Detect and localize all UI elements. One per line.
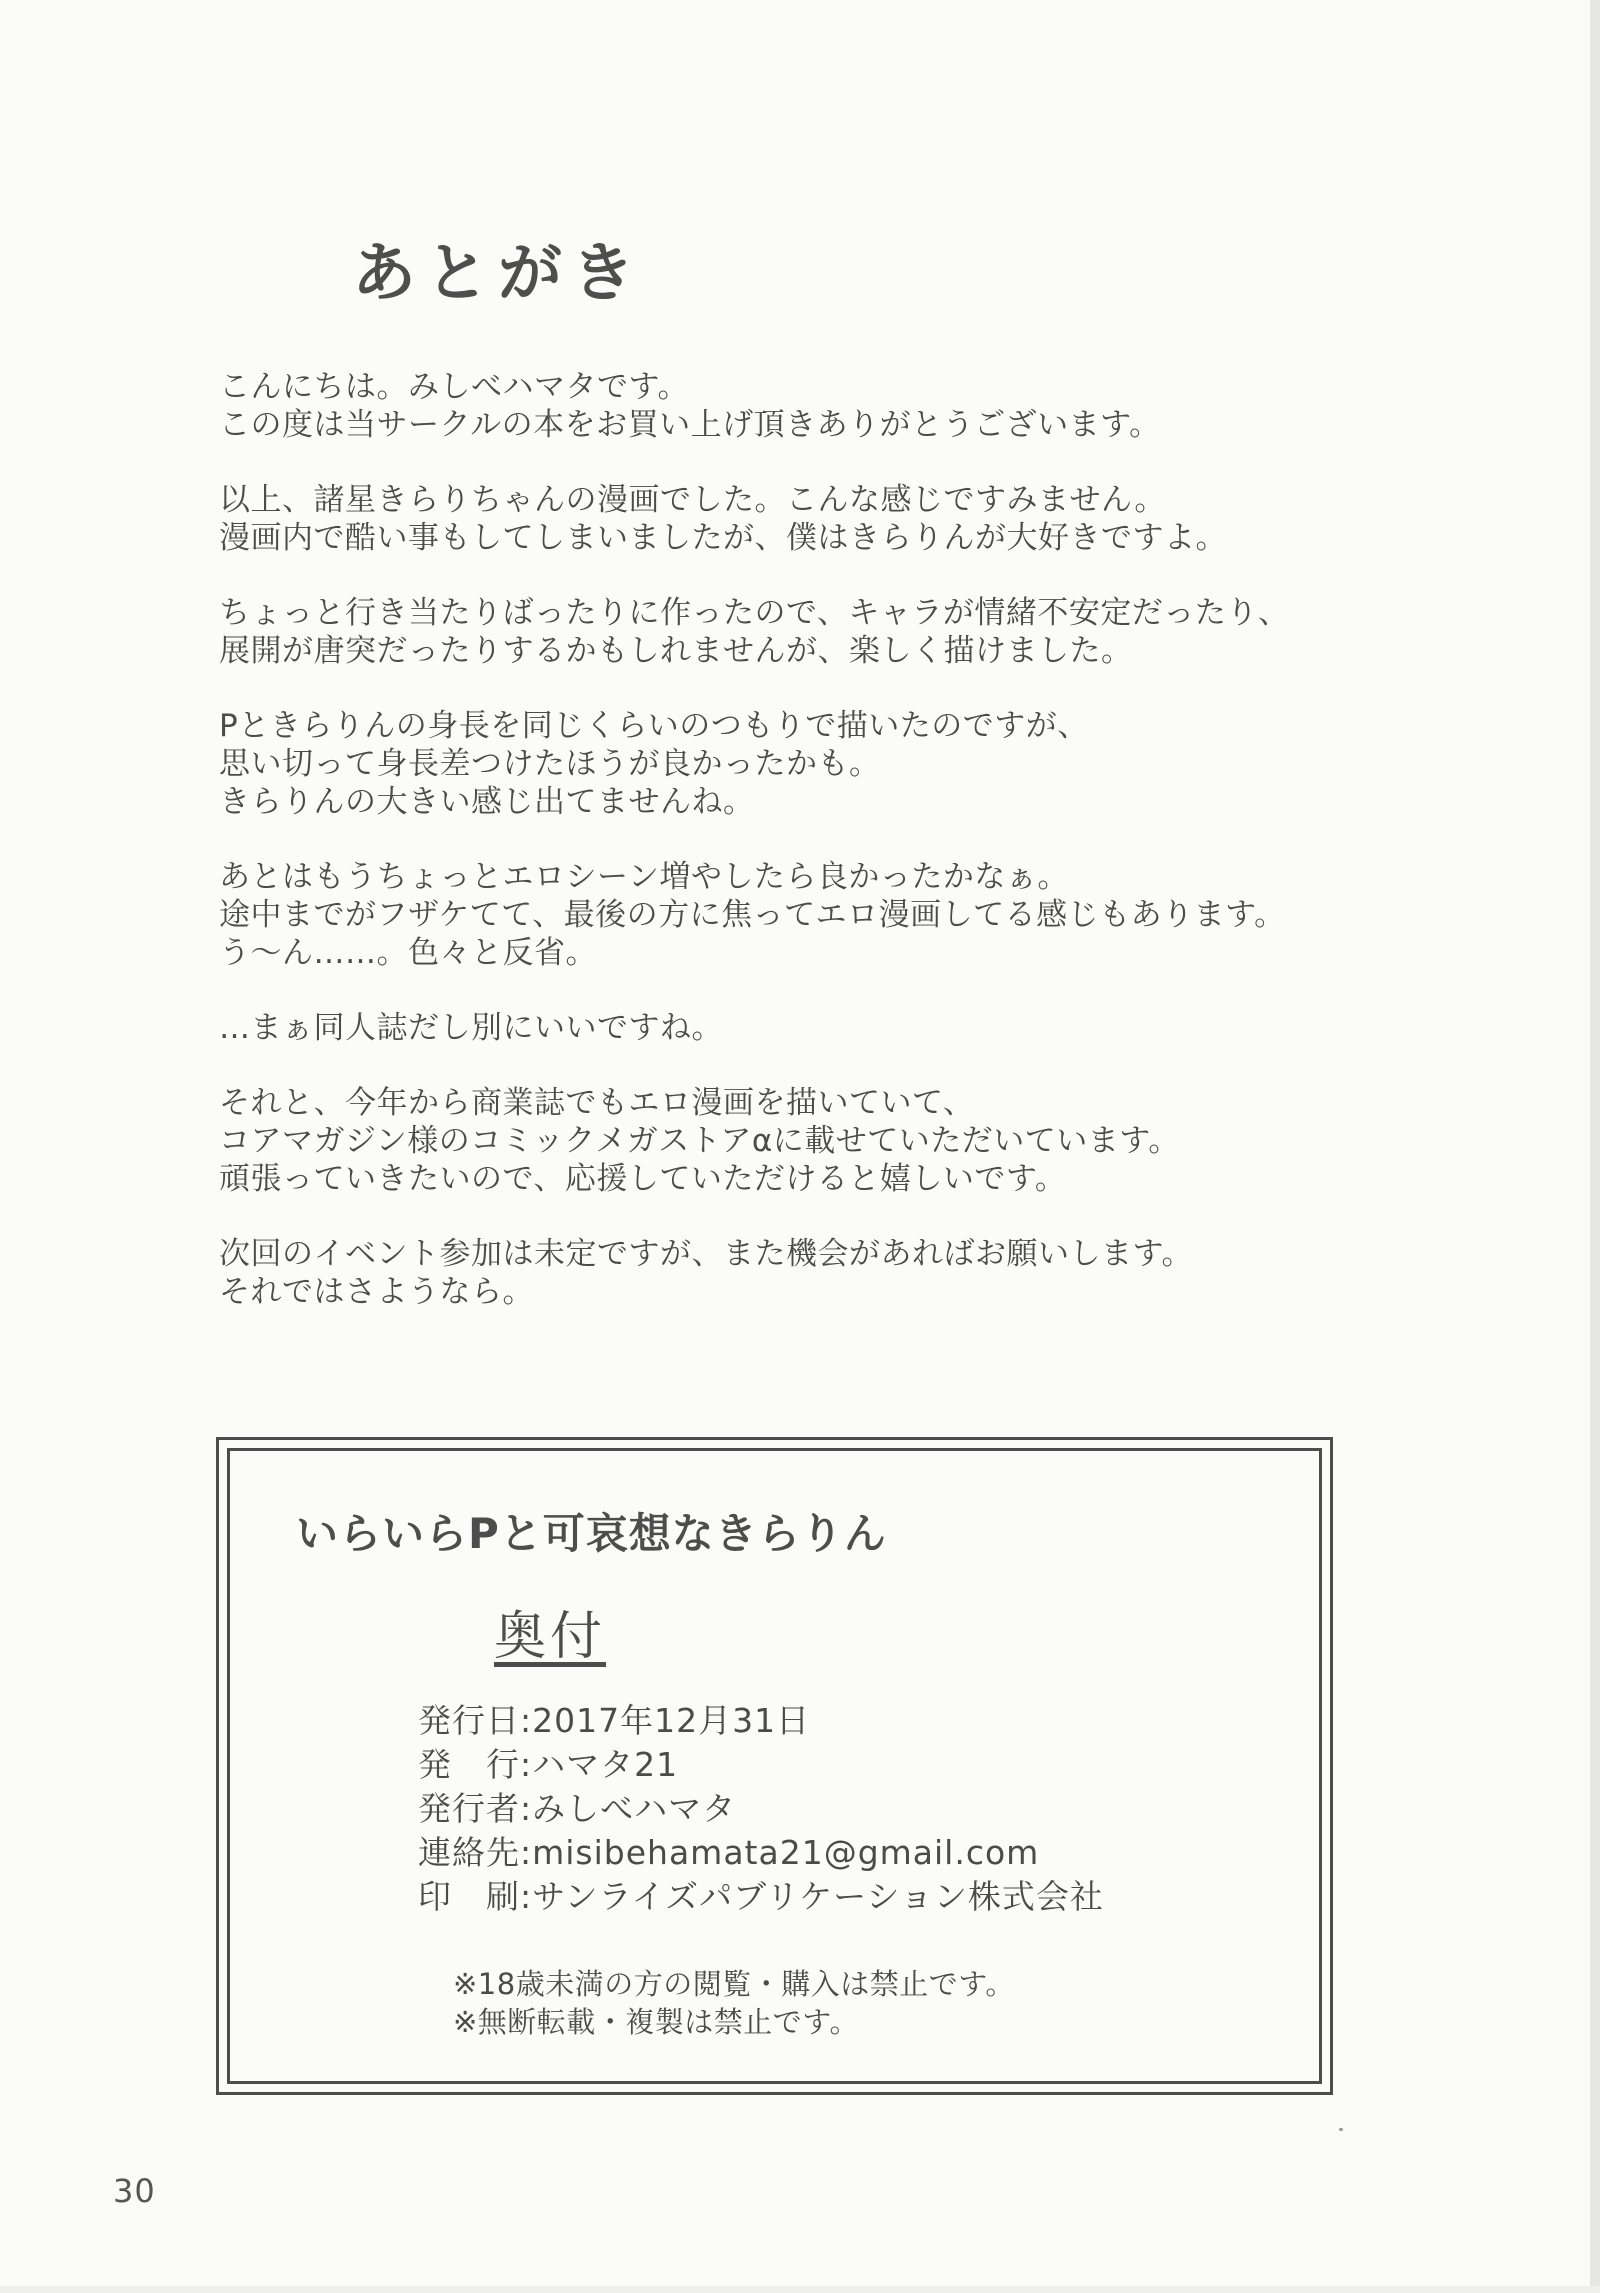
text-line: Pときらりんの身長を同じくらいのつもりで描いたのですが、 bbox=[219, 708, 1089, 744]
colophon-entry-printer: 印 刷:サンライズパブリケーション株式会社 bbox=[418, 1877, 1104, 1916]
text-line: こんにちは。みしべハマタです。 bbox=[219, 369, 690, 405]
colophon-entry-contact: 連絡先:misibehamata21@gmail.com bbox=[418, 1833, 1040, 1872]
colophon-note-age-restriction: ※18歳未満の方の閲覧・購入は禁止です。 bbox=[453, 1967, 1015, 2001]
text-line: それではさようなら。 bbox=[219, 1274, 534, 1310]
afterword-body bbox=[219, 368, 1409, 1348]
paragraph bbox=[219, 481, 1409, 557]
scan-speck bbox=[1339, 2128, 1343, 2131]
paragraph bbox=[219, 707, 1409, 821]
text-line: それと、今年から商業誌でもエロ漫画を描いていて、 bbox=[219, 1085, 975, 1121]
colophon-note-no-reproduction: ※無断転載・複製は禁止です。 bbox=[453, 2005, 859, 2039]
paragraph bbox=[219, 594, 1409, 670]
text-line: 展開が唐突だったりするかもしれませんが、楽しく描けました。 bbox=[219, 633, 1133, 669]
text-line: ちょっと行き当たりばったりに作ったので、キャラが情緒不安定だったり、 bbox=[219, 595, 1290, 631]
scan-edge-bottom bbox=[0, 2286, 1600, 2293]
page-number: 30 bbox=[113, 2172, 156, 2210]
text-line: 次回のイベント参加は未定ですが、また機会があればお願いします。 bbox=[219, 1236, 1194, 1272]
book-title: いらいらPと可哀想なきらりん bbox=[296, 1509, 887, 1558]
text-line: きらりんの大きい感じ出てませんね。 bbox=[219, 784, 755, 820]
text-line: コアマガジン様のコミックメガストアαに載せていただいています。 bbox=[219, 1123, 1180, 1159]
scan-edge-right bbox=[1590, 0, 1600, 2293]
page-title: あとがき bbox=[352, 237, 644, 311]
text-line: 漫画内で酷い事もしてしまいましたが、僕はきらりんが大好きですよ。 bbox=[219, 520, 1227, 556]
paragraph bbox=[219, 858, 1409, 972]
paragraph bbox=[219, 1084, 1409, 1198]
colophon-notes bbox=[453, 1965, 1015, 2041]
paragraph bbox=[219, 368, 1409, 444]
colophon-entry-author: 発行者:みしべハマタ bbox=[418, 1789, 737, 1828]
text-line: 頑張っていきたいので、応援していただけると嬉しいです。 bbox=[219, 1161, 1067, 1197]
text-line: この度は当サークルの本をお買い上げ頂きありがとうございます。 bbox=[219, 407, 1161, 443]
text-line: …まぁ同人誌だし別にいいですね。 bbox=[219, 1010, 723, 1046]
text-line: 以上、諸星きらりちゃんの漫画でした。こんな感じですみません。 bbox=[219, 482, 1166, 518]
text-line: う〜ん……。色々と反省。 bbox=[219, 935, 597, 971]
paragraph bbox=[219, 1009, 1409, 1047]
colophon-box bbox=[216, 1437, 1333, 2095]
colophon-heading: 奥付 bbox=[494, 1607, 607, 1667]
text-line: あとはもうちょっとエロシーン増やしたら良かったかなぁ。 bbox=[219, 859, 1069, 895]
text-line: 途中までがフザケてて、最後の方に焦ってエロ漫画してる感じもあります。 bbox=[219, 897, 1286, 933]
colophon-entries bbox=[418, 1699, 1104, 1919]
paragraph bbox=[219, 1235, 1409, 1311]
colophon-inner-border bbox=[227, 1448, 1322, 2084]
colophon-entry-publisher-circle: 発 行:ハマタ21 bbox=[418, 1745, 679, 1784]
colophon-entry-publish-date: 発行日:2017年12月31日 bbox=[418, 1701, 811, 1740]
text-line: 思い切って身長差つけたほうが良かったかも。 bbox=[219, 746, 881, 782]
